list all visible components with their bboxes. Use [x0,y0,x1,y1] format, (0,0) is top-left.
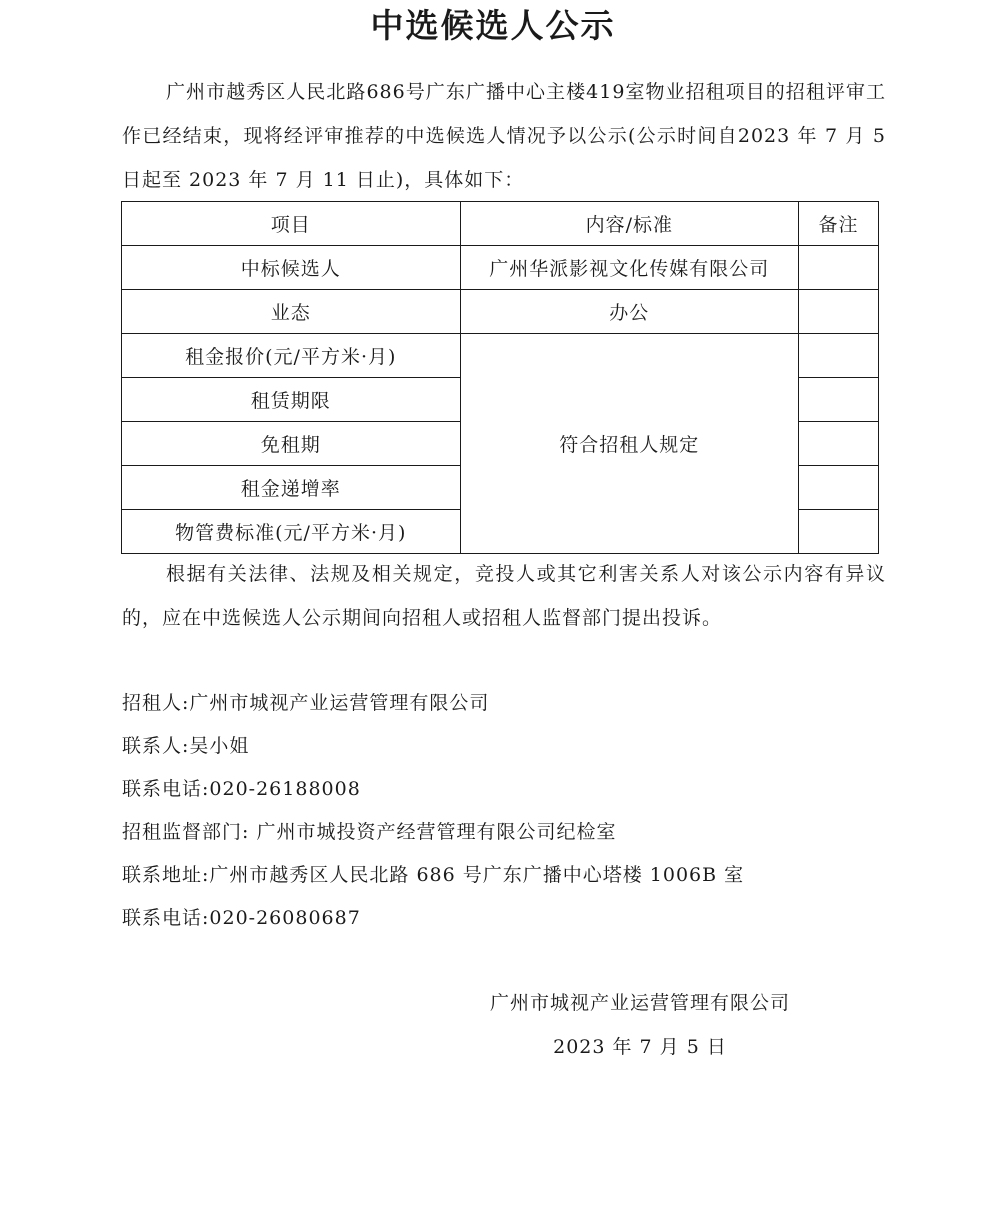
row-item: 免租期 [122,422,461,466]
row-remark [799,290,879,334]
row-content: 办公 [460,290,799,334]
document-title: 中选候选人公示 [370,6,616,45]
row-content: 广州华派影视文化传媒有限公司 [460,246,799,290]
header-content: 内容/标准 [460,202,799,246]
merged-content-cell: 符合招租人规定 [460,334,799,554]
candidate-table [121,201,879,554]
header-item: 项目 [122,202,461,246]
row-remark [799,510,879,554]
row-item: 业态 [122,290,461,334]
contact-address: 联系地址:广州市越秀区人民北路 686 号广东广播中心塔楼 1006B 室 [122,864,745,886]
objection-note: 根据有关法律、法规及相关规定，竞投人或其它利害关系人对该公示内容有异议的，应在中选候选人公示期间向招租人或招租人监督部门提出投诉。 [122,563,886,629]
signature-company: 广州市城视产业运营管理有限公司 [489,992,790,1014]
table-row [122,290,879,334]
row-remark [799,334,879,378]
contact-block [122,682,882,940]
row-remark [799,246,879,290]
table-row [122,334,879,378]
contact-person: 联系人:吴小姐 [122,735,250,757]
row-item: 物管费标准(元/平方米·月) [122,510,461,554]
row-item: 租金递增率 [122,466,461,510]
signature-date: 2023 年 7 月 5 日 [553,1036,727,1058]
row-item: 中标候选人 [122,246,461,290]
table-row [122,246,879,290]
table-header-row [122,202,879,246]
row-item: 租赁期限 [122,378,461,422]
intro-paragraph: 广州市越秀区人民北路686号广东广播中心主楼419室物业招租项目的招租评审工作已经结束，现将经评审推荐的中选候选人情况予以公示(公示时间自2023 年 7 月 5 日起至 2023 年 7 月 11 日止)，具体如下： [122,81,886,191]
supervisor-department: 招租监督部门: 广州市城投资产经营管理有限公司纪检室 [122,821,617,843]
supervisor-phone: 联系电话:020-26080687 [122,907,361,929]
row-remark [799,378,879,422]
row-item: 租金报价(元/平方米·月) [122,334,461,378]
row-remark [799,422,879,466]
contact-phone: 联系电话:020-26188008 [122,778,361,800]
contact-lessor: 招租人:广州市城视产业运营管理有限公司 [122,692,490,714]
header-remark: 备注 [799,202,879,246]
row-remark [799,466,879,510]
